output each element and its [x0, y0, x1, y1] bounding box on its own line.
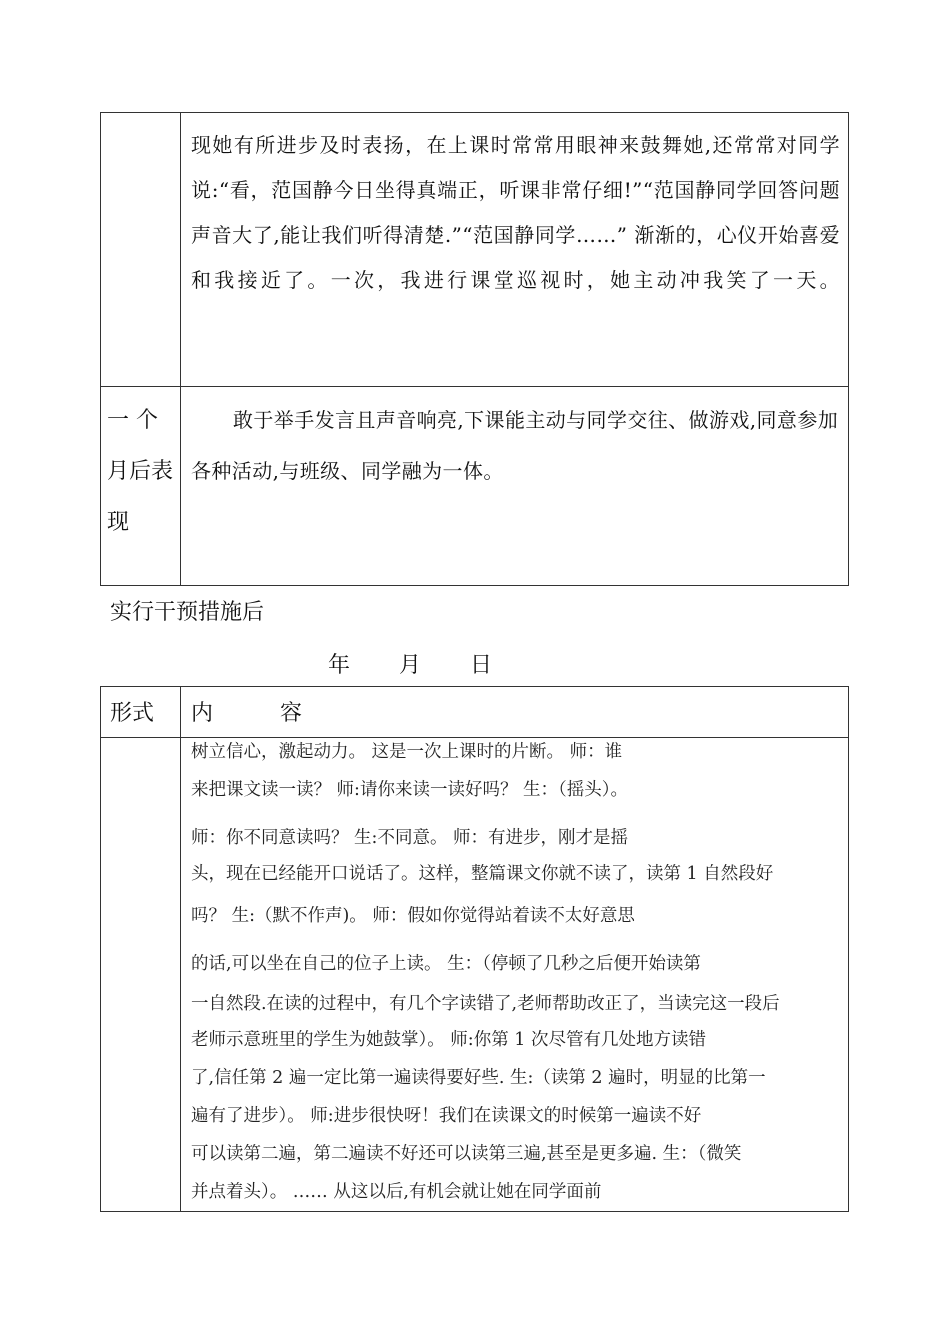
dialogue-line: 吗？ 生:（默不作声)。 师：假如你觉得站着读不太好意思 [191, 906, 635, 926]
table-row-dialogue [101, 737, 848, 1211]
table-row-one-month-later [101, 386, 848, 585]
student-record-table-2 [100, 686, 849, 1212]
table-header-row [101, 687, 848, 737]
row-label-cell [101, 387, 181, 585]
intervention-note: 实行干预措施后 [110, 600, 265, 625]
dialogue-line: 来把课文读一读？ 师:请你来读一读好吗？ 生：（摇头）。 [191, 780, 629, 800]
row-label-cell [101, 738, 181, 1211]
dialogue-line: 一自然段.在读的过程中，有几个字读错了,老师帮助改正了，当读完这一段后 [191, 994, 780, 1014]
date-year: 年 [328, 653, 351, 678]
dialogue-line: 树立信心，激起动力。 这是一次上课时的片断。 师：谁 [191, 742, 623, 762]
dialogue-line: 遍有了进步）。 师:进步很快呀！我们在读课文的时候第一遍读不好 [191, 1106, 702, 1126]
row-content-cell [181, 738, 848, 1211]
progress-text: 现她有所进步及时表扬，在上课时常常用眼神来鼓舞她,还常常对同学说:“看，范国静今日坐得真端正，听课非常仔细!”“范国静同学回答问题声音大了,能让我们听得清楚.”“范国静同学……” 渐渐的，心仪开始喜爱和我接近了。一次，我进行课堂巡视时，她主动冲我笑了一天。 [191, 133, 840, 292]
header-cell-form [101, 687, 181, 737]
row-content-cell [181, 113, 848, 386]
one-month-later-label: 一 个月后表现 [107, 408, 174, 535]
student-record-table-1 [100, 112, 849, 586]
dialogue-line: 了,信任第 2 遍一定比第一遍读得要好些. 生:（读第 2 遍时，明显的比第一 [191, 1068, 766, 1088]
header-cell-content [181, 687, 848, 737]
row-label-cell [101, 113, 181, 386]
dialogue-line: 老师示意班里的学生为她鼓掌）。 师:你第 1 次尽管有几处地方读错 [191, 1030, 706, 1050]
date-line [328, 648, 514, 679]
dialogue-line: 可以读第二遍，第二遍读不好还可以读第三遍,甚至是更多遍. 生：（微笑 [191, 1144, 742, 1164]
dialogue-line: 并点着头）。 …… 从这以后,有机会就让她在同学面前 [191, 1182, 602, 1202]
dialogue-line: 头，现在已经能开口说话了。这样，整篇课文你就不读了，读第 1 自然段好 [191, 864, 774, 884]
date-day: 日 [470, 653, 493, 678]
one-month-later-text: 敢于举手发言且声音响亮,下课能主动与同学交往、做游戏,同意参加各种活动,与班级、同学融为一体。 [191, 408, 839, 483]
header-form-label: 形式 [110, 701, 155, 726]
date-month: 月 [399, 653, 422, 678]
header-content-label: 内 容 [191, 701, 332, 726]
row-content-cell [181, 387, 848, 585]
table-row-progress [101, 113, 848, 386]
dialogue-line: 师：你不同意读吗？ 生:不同意。 师：有进步，刚才是摇 [191, 828, 629, 848]
dialogue-line: 的话,可以坐在自己的位子上读。 生：（停顿了几秒之后便开始读第 [191, 954, 701, 974]
